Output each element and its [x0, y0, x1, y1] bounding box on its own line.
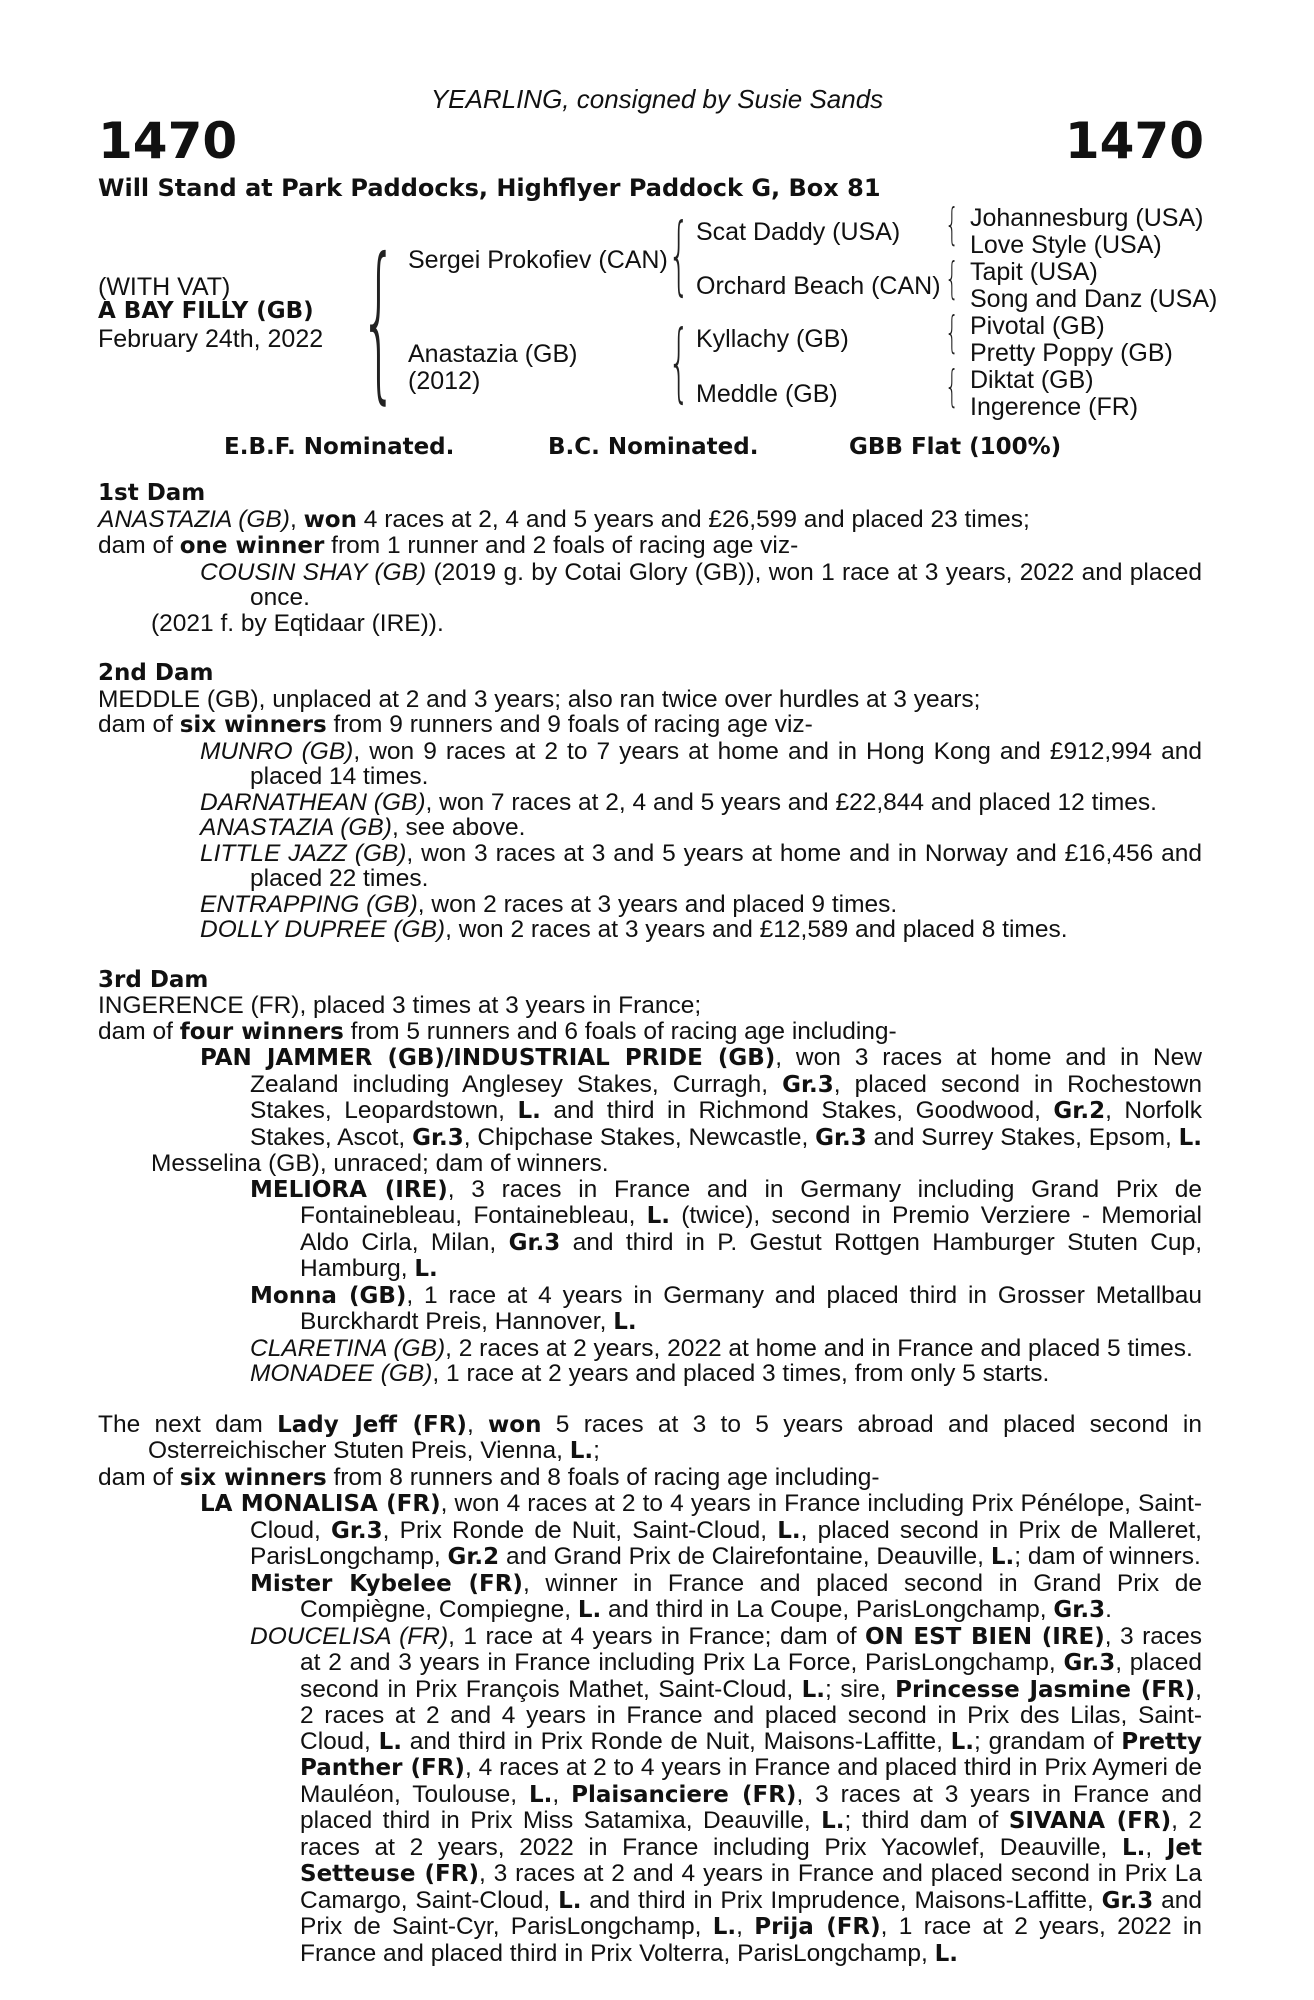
gdam-8: Ingerence (FR) [970, 393, 1139, 421]
list-item: Mister Kybelee (FR), winner in France and placed second in Grand Prix de Compiègne, Compiegne, L. and third in La Coupe, ParisLongchamp, Gr.3. [250, 1569, 1202, 1623]
g-brace-2-icon: { [945, 253, 959, 304]
third-dam-produce: dam of four winners from 5 runners and 6 foals of racing age including- [98, 1017, 897, 1045]
sire-brace-icon: { [668, 205, 690, 305]
stand-location: Will Stand at Park Paddocks, Highflyer Paddock G, Box 81 [98, 174, 881, 202]
list-item: COUSIN SHAY (GB) (2019 g. by Cotai Glory (GB)), won 1 race at 3 years, 2022 and placed once. [200, 558, 1202, 611]
gdam-3: Tapit (USA) [970, 258, 1098, 286]
sire: Sergei Prokofiev (CAN) [408, 246, 668, 274]
g-brace-1-icon: { [945, 199, 959, 250]
first-dam-section [98, 481, 1202, 636]
gdam-1: Johannesburg (USA) [970, 204, 1204, 232]
gdam-2: Love Style (USA) [970, 231, 1162, 259]
next-dam-text: The next dam Lady Jeff (FR), won 5 races at 3 to 5 years abroad and placed second in Osterreichischer Stuten Preis, Vienna, L.; [98, 1410, 1202, 1464]
gdam-6: Pretty Poppy (GB) [970, 339, 1173, 367]
gdam-5: Pivotal (GB) [970, 312, 1105, 340]
list-item: Messelina (GB), unraced; dam of winners. [151, 1150, 609, 1177]
list-item: (2021 f. by Eqtidaar (IRE)). [151, 609, 444, 637]
dam-year: (2012) [408, 367, 481, 395]
list-item: DARNATHEAN (GB), won 7 races at 2, 4 and 5 years and £22,844 and placed 12 times. [200, 788, 1157, 816]
third-dam-section [98, 968, 1202, 1387]
vat-label: (WITH VAT) [98, 273, 231, 301]
list-item: DOLLY DUPREE (GB), won 2 races at 3 years and £12,589 and placed 8 times. [200, 916, 1068, 943]
horse-name: A BAY FILLY (GB) [98, 298, 314, 324]
dam: Anastazia (GB) [408, 340, 578, 368]
list-item: MONADEE (GB), 1 race at 2 years and placed 3 times, from only 5 starts. [250, 1360, 1050, 1387]
list-item: PAN JAMMER (GB)/INDUSTRIAL PRIDE (GB), won 3 races at home and in New Zealand including Anglesey Stakes, Curragh, Gr.3, placed second in Rochestown Stakes, Leopardstown, L. and third in Richmond Stakes, Goodwood, Gr.2, Norfolk Stakes, Ascot, Gr.3, Chipchase Stakes, Newcastle, Gr.3 and Surrey Stakes, Epsom, L. [200, 1044, 1203, 1151]
lot-number-right: 1470 [1064, 112, 1204, 170]
first-dam-heading: 1st Dam [98, 480, 206, 506]
next-dam-section [98, 1412, 1202, 1968]
third-dam-text: INGERENCE (FR), placed 3 times at 3 years in France; [98, 992, 702, 1019]
ebf-nomination: E.B.F. Nominated. [224, 434, 455, 460]
foaling-date: February 24th, 2022 [98, 325, 324, 353]
list-item: MUNRO (GB), won 9 races at 2 to 7 years at home and in Hong Kong and £912,994 and placed 14 times. [200, 737, 1202, 790]
dam-dam: Meddle (GB) [696, 380, 838, 408]
second-dam-section [98, 661, 1202, 943]
list-item: ENTRAPPING (GB), won 2 races at 3 years and placed 9 times. [200, 890, 898, 918]
produce-record [98, 481, 1202, 1992]
consignment-line: YEARLING, consigned by Susie Sands [430, 84, 884, 114]
horse-brace-icon: { [360, 222, 398, 420]
list-item: DOUCELISA (FR), 1 race at 4 years in France; dam of ON EST BIEN (IRE), 3 races at 2 and 3 years in France including Prix La Force, ParisLongchamp, Gr.3, placed second in Prix François Mathet, Saint-Cloud, L.; sire, Princesse Jasmine (FR), 2 races at 2 and 4 years in France and placed second in Prix des Lilas, Saint-Cloud, L. and third in Prix Ronde de Nuit, Maisons-Laffitte, L.; grandam of Pretty Panther (FR), 4 races at 2 to 4 years in France and placed third in Prix Aymeri de Mauléon, Toulouse, L., Plaisanciere (FR), 3 races at 3 years in France and placed third in Prix Miss Satamixa, Deauville, L.; third dam of SIVANA (FR), 2 races at 2 years, 2022 in France including Prix Yacowlef, Deauville, L., Jet Setteuse (FR), 3 races at 2 and 4 years in France and placed second in Prix La Camargo, Saint-Cloud, L. and third in Prix Imprudence, Maisons-Laffitte, Gr.3 and Prix de Saint-Cyr, ParisLongchamp, L., Prija (FR), 1 race at 2 years, 2022 in France and placed third in Prix Volterra, ParisLongchamp, L. [250, 1622, 1203, 1967]
second-dam-heading: 2nd Dam [98, 660, 214, 686]
list-item: MELIORA (IRE), 3 races in France and in Germany including Grand Prix de Fontainebleau, Fontainebleau, L. (twice), second in Premio Verziere - Memorial Aldo Cirla, Milan, Gr.3 and third in P. Gestut Rottgen Hamburger Stuten Cup, Hamburg, L. [250, 1175, 1203, 1282]
sire-sire: Scat Daddy (USA) [696, 218, 901, 246]
sire-dam: Orchard Beach (CAN) [696, 272, 941, 300]
second-dam-text: MEDDLE (GB), unplaced at 2 and 3 years; also ran twice over hurdles at 3 years; [98, 685, 981, 713]
gdam-7: Diktat (GB) [970, 366, 1094, 394]
list-item: LA MONALISA (FR), won 4 races at 2 to 4 years in France including Prix Pénélope, Saint-Cloud, Gr.3, Prix Ronde de Nuit, Saint-Cloud, L., placed second in Prix de Malleret, ParisLongchamp, Gr.2 and Grand Prix de Clairefontaine, Deauville, L.; dam of winners. [200, 1490, 1202, 1570]
gbb-nomination: GBB Flat (100%) [849, 434, 1062, 460]
first-dam-produce: dam of one winner from 1 runner and 2 foals of racing age viz- [98, 532, 799, 559]
bc-nomination: B.C. Nominated. [548, 434, 759, 460]
gdam-4: Song and Danz (USA) [970, 285, 1218, 313]
next-dam-produce: dam of six winners from 8 runners and 8 foals of racing age including- [98, 1463, 880, 1491]
g-brace-4-icon: { [945, 361, 959, 412]
g-brace-3-icon: { [945, 307, 959, 358]
list-item: LITTLE JAZZ (GB), won 3 races at 3 and 5 years at home and in Norway and £16,456 and placed 22 times. [200, 839, 1202, 892]
list-item: ANASTAZIA (GB), see above. [200, 814, 526, 841]
first-dam-text: ANASTAZIA (GB), won 4 races at 2, 4 and 5 years and £26,599 and placed 23 times; [98, 505, 1030, 533]
lot-number-left: 1470 [98, 112, 238, 170]
dam-brace-icon: { [668, 312, 690, 412]
list-item: CLARETINA (GB), 2 races at 2 years, 2022 at home and in France and placed 5 times. [250, 1334, 1193, 1362]
second-dam-produce: dam of six winners from 9 runners and 9 foals of racing age viz- [98, 711, 813, 738]
dam-sire: Kyllachy (GB) [696, 325, 849, 353]
list-item: Monna (GB), 1 race at 4 years in Germany and placed third in Grosser Metallbau Burckhardt Preis, Hannover, L. [250, 1281, 1202, 1335]
third-dam-heading: 3rd Dam [98, 966, 209, 993]
